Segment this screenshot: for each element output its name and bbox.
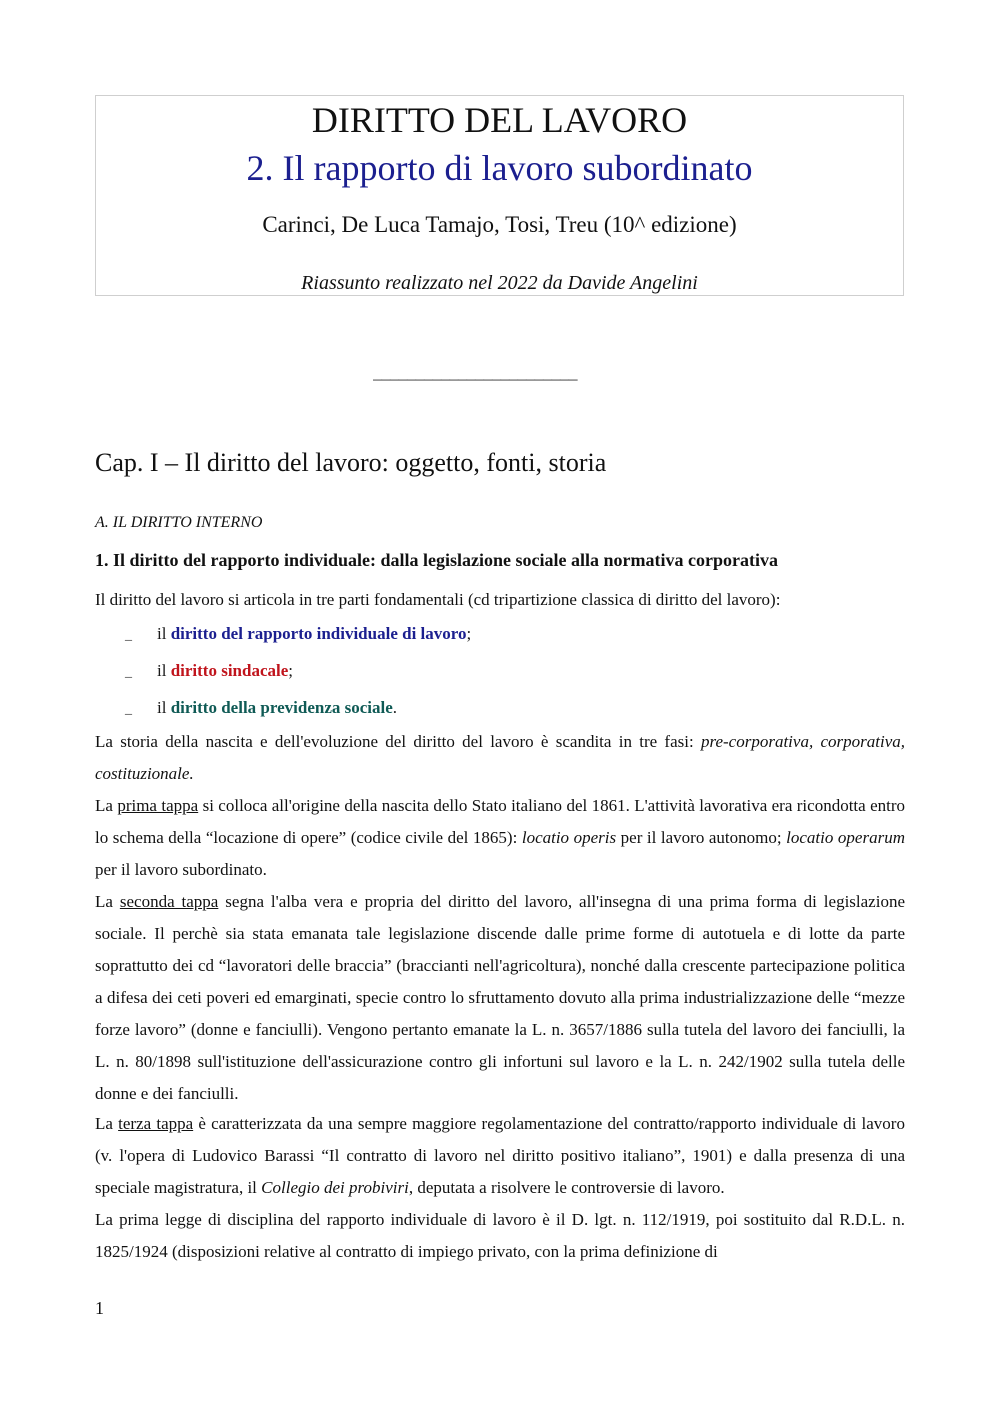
section-label: A. IL DIRITTO INTERNO xyxy=(95,514,263,531)
intro-paragraph: Il diritto del lavoro si articola in tre parti fondamentali (cd tripartizione classica di diritto del lavoro): xyxy=(95,590,781,609)
bullet-marker: _ xyxy=(125,628,132,643)
term-union-law: diritto sindacale xyxy=(170,661,289,680)
bullet-marker: _ xyxy=(125,665,132,680)
first-law-paragraph: La prima legge di disciplina del rapporto individuale di lavoro è il D. lgt. n. 112/1919, poi sostituito dal R.D.L. n. 1825/1924 (disposizioni relative al contratto di impiego privato, con la prima definizione di xyxy=(95,1210,905,1261)
document-title: DIRITTO DEL LAVORO xyxy=(311,100,688,140)
second-stage-paragraph: La seconda tappa segna l'alba vera e propria del diritto del lavoro, all'insegna di una prima forma di legislazione sociale. Il perchè sia stata emanata tale legislazione discende dalle prime forme di autotuela e di lotte da parte soprattutto dei cd “lavoratori delle braccia” (braccianti nell'agricoltura), nonché dalla crescente partecipazione politica a difesa dei ceti poveri ed emarginati, specie contro lo sfruttamento dovuto alla prima industrializzazione delle “mezze forze lavoro” (donne e fanciulli). Vengono pertanto emanate la L. n. 3657/1886 sulla tutela del lavoro dei fanciulli, la L. n. 80/1898 sull'istituzione dell'assicurazione contro gli infortuni sul lavoro e la L. n. 242/1902 sulla tutela delle donne e dei fanciulli. xyxy=(95,892,905,1103)
history-paragraph: La storia della nascita e dell'evoluzione del diritto del lavoro è scandita in tre fasi: pre-corporativa, corporativa, costituzionale. xyxy=(95,732,905,783)
separator-line: ________________________ xyxy=(373,362,577,382)
heading-1: 1. Il diritto del rapporto individuale: dalla legislazione sociale alla normativa corporativa xyxy=(95,550,778,570)
credit-line: Riassunto realizzato nel 2022 da Davide Angelini xyxy=(301,272,698,294)
term-individual-law: diritto del rapporto individuale di lavoro xyxy=(170,624,467,643)
third-stage-paragraph: La terza tappa è caratterizzata da una sempre maggiore regolamentazione del contratto/rapporto individuale di lavoro (v. l'opera di Ludovico Barassi “Il contratto di lavoro nel diritto positivo italiano”, 1901) e dalla presenza di una speciale magistratura, il Collegio dei probiviri, deputata a risolvere le controversie di lavoro. xyxy=(95,1114,905,1197)
document-subtitle: 2. Il rapporto di lavoro subordinato xyxy=(246,148,753,188)
chapter-title: Cap. I – Il diritto del lavoro: oggetto, fonti, storia xyxy=(95,448,607,477)
title-box xyxy=(95,95,904,296)
page-number: 1 xyxy=(95,1298,104,1318)
term-social-security-law: diritto della previdenza sociale xyxy=(170,698,393,717)
authors-line: Carinci, De Luca Tamajo, Tosi, Treu (10^ edizione) xyxy=(262,212,737,237)
bullet-marker: _ xyxy=(125,702,132,717)
first-stage-paragraph: La prima tappa si colloca all'origine della nascita dello Stato italiano del 1861. L'attività lavorativa era ricondotta entro lo schema della “locazione di opere” (codice civile del 1865): locatio operis per il lavoro autonomo; locatio operarum per il lavoro subordinato. xyxy=(95,796,906,879)
